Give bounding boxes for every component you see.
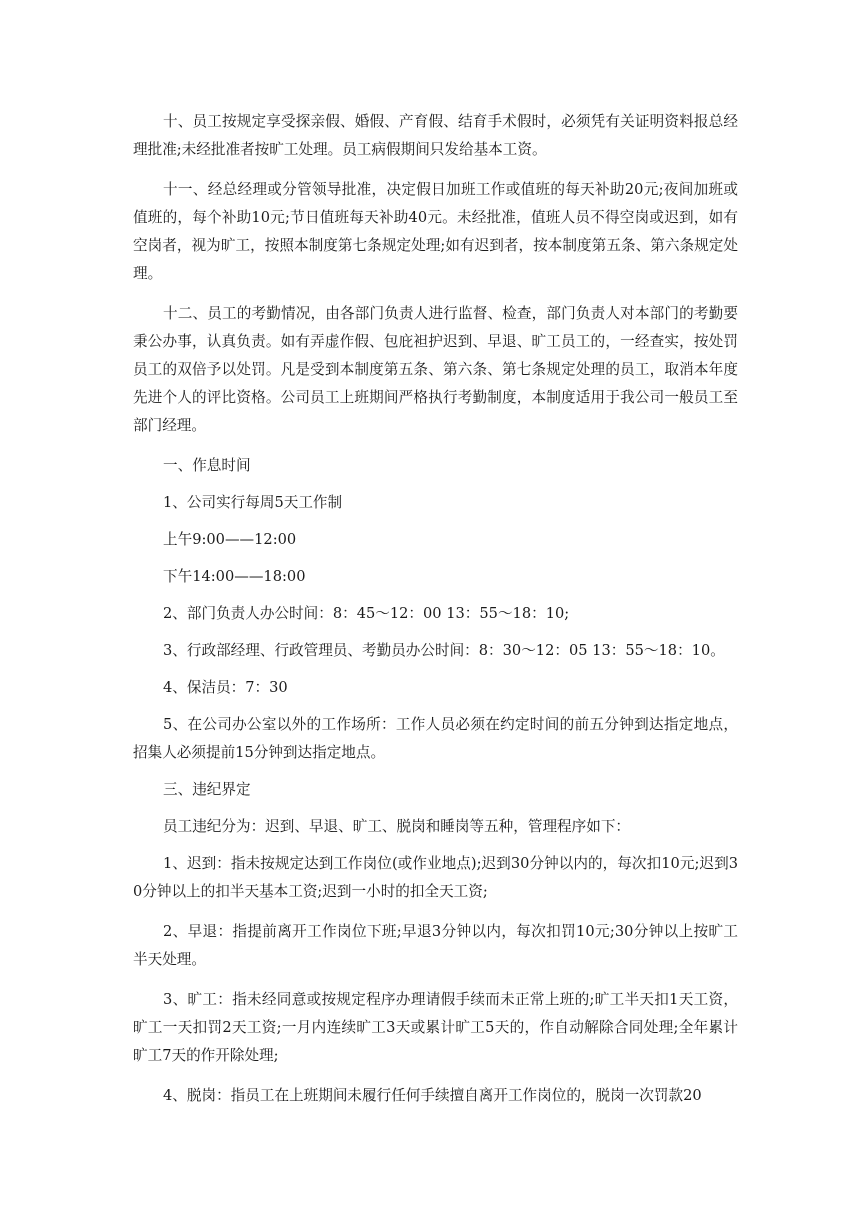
work-hours-item-1: 1、公司实行每周5天工作制	[163, 494, 343, 511]
violation-early-leave: 2、早退：指提前离开工作岗位下班;早退3分钟以内，每次扣罚10元;30分钟以上按旷工半天处理。	[133, 923, 738, 968]
afternoon-hours: 下午14:00——18:00	[163, 568, 306, 585]
violation-late: 1、迟到：指未按规定达到工作岗位(或作业地点);迟到30分钟以内的，每次扣10元;迟到30分钟以上的扣半天基本工资;迟到一小时的扣全天工资;	[133, 855, 738, 900]
work-hours-item-5: 5、在公司办公室以外的工作场所：工作人员必须在约定时间的前五分钟到达指定地点，招集人必须提前15分钟到达指定地点。	[133, 716, 738, 761]
work-hours-item-4: 4、保洁员：7：30	[163, 679, 288, 696]
paragraph-article-11: 十一、经总经理或分管领导批准，决定假日加班工作或值班的每天补助20元;夜间加班或值班的，每个补助10元;节日值班每天补助40元。未经批准，值班人员不得空岗或迟到，如有空岗者，视为旷工，按照本制度第七条规定处理;如有迟到者，按本制度第五条、第六条规定处理。	[133, 181, 738, 282]
section-heading-violations: 三、违纪界定	[163, 781, 251, 798]
violation-absence: 3、旷工：指未经同意或按规定程序办理请假手续而未正常上班的;旷工半天扣1天工资，旷工一天扣罚2天工资;一月内连续旷工3天或累计旷工5天的，作自动解除合同处理;全年累计旷工7天的作开除处理;	[133, 991, 738, 1064]
document-page	[133, 108, 738, 1110]
morning-hours: 上午9:00——12:00	[163, 531, 297, 548]
work-hours-item-3: 3、行政部经理、行政管理员、考勤员办公时间：8：30～12：05 13：55～18：10。	[163, 642, 725, 659]
paragraph-article-10: 十、员工按规定享受探亲假、婚假、产育假、结育手术假时，必须凭有关证明资料报总经理批准;未经批准者按旷工处理。员工病假期间只发给基本工资。	[133, 113, 738, 158]
section-heading-work-hours: 一、作息时间	[163, 457, 251, 474]
work-hours-item-2: 2、部门负责人办公时间：8：45～12：00 13：55～18：10;	[163, 605, 570, 622]
paragraph-article-12: 十二、员工的考勤情况，由各部门负责人进行监督、检查，部门负责人对本部门的考勤要秉公办事，认真负责。如有弄虚作假、包庇袒护迟到、早退、旷工员工的，一经查实，按处罚员工的双倍予以处罚。凡是受到本制度第五条、第六条、第七条规定处理的员工，取消本年度先进个人的评比资格。公司员工上班期间严格执行考勤制度，本制度适用于我公司一般员工至部门经理。	[133, 305, 738, 434]
violations-intro: 员工违纪分为：迟到、早退、旷工、脱岗和睡岗等五种，管理程序如下：	[163, 818, 631, 835]
violation-off-post: 4、脱岗：指员工在上班期间未履行任何手续擅自离开工作岗位的，脱岗一次罚款20	[163, 1087, 702, 1104]
